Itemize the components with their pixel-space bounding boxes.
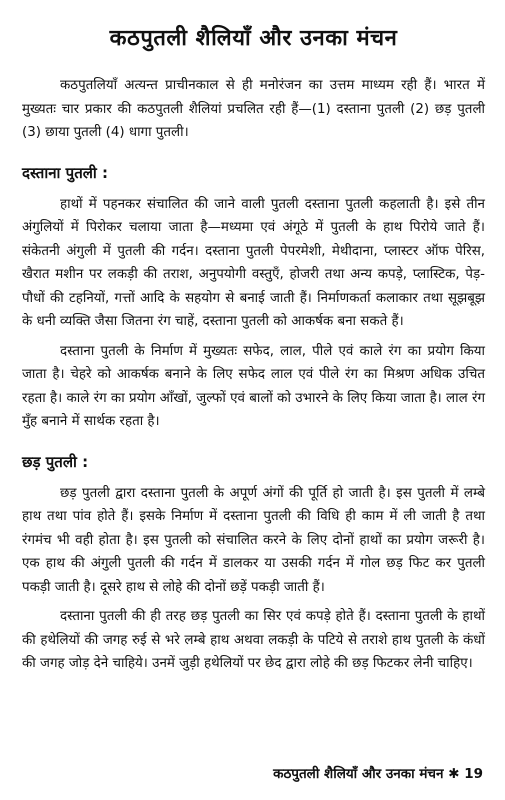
section-heading-glove-puppet: दस्ताना पुतली :	[22, 163, 109, 182]
rod-puppet-paragraph-2: दस्ताना पुतली की ही तरह छड़ पुतली का सिर एवं कपड़े होते हैं। दस्ताना पुतली के हाथों की हथेलियों की जगह रुई से भरे लम्बे हाथ अथवा लकड़ी के पटिये से तराशे हाथ पुतली के कंधों की जगह जोड़ देने चाहिये। उनमें जुड़ी हथेलियों पर छेद द्वारा लोहे की छड़ फिटकर लेनी चाहिए।	[22, 609, 485, 671]
page-title: कठपुतली शैलियाँ और उनका मंचन	[109, 26, 398, 51]
section-heading-rod-puppet: छड़ पुतली :	[22, 452, 89, 471]
glove-puppet-paragraph-1: हाथों में पहनकर संचालित की जाने वाली पुतली दस्ताना पुतली कहलाती है। इसे तीन अंगुलियों में पिरोकर चलाया जाता है—मध्यमा एवं अंगूठे में पुतली के हाथ पिरोये जाते हैं। संकेतनी अंगुली में पुतली की गर्दन। दस्ताना पुतली पेपरमेशी, मेथीदाना, प्लास्टर ऑफ पेरिस, खैरात मशीन पर लकड़ी की तराश, अनुपयोगी वस्तुएँ, होजरी तथा अन्य कपड़े, प्लास्टिक, पेड़-पौधों की टहनियों, गत्तों आदि के सहयोग से बनाई जाती हैं। निर्माणकर्ता कलाकार तथा सूझबूझ के धनी व्यक्ति जैसा जितना रंग चाहें, दस्ताना पुतली को आकर्षक बना सकते हैं।	[22, 196, 485, 329]
intro-paragraph: कठपुतलियाँ अत्यन्त प्राचीनकाल से ही मनोरंजन का उत्तम माध्यम रही हैं। भारत में मुख्यतः चार प्रकार की कठपुतली शैलियां प्रचलित रही हैं—(1) दस्ताना पुतली (2) छड़ पुतली (3) छाया पुतली (4) धागा पुतली।	[22, 78, 485, 140]
rod-puppet-paragraph-1: छड़ पुतली द्वारा दस्ताना पुतली के अपूर्ण अंगों की पूर्ति हो जाती है। इस पुतली में लम्बे हाथ तथा पांव होते हैं। इसके निर्माण में दस्ताना पुतली की विधि ही काम में ली जाती है तथा रंगमंच भी वही होता है। इस पुतली को संचालित करने के लिए दोनों हाथों का प्रयोग जरूरी है। एक हाथ की अंगुली पुतली की गर्दन में डालकर या उसकी गर्दन में गोल छड़ फिट कर पुतली पकड़ी जाती है। दूसरे हाथ से लोहे की दोनों छड़ें पकड़ी जाती हैं।	[22, 485, 485, 595]
glove-puppet-paragraph-2: दस्ताना पुतली के निर्माण में मुख्यतः सफेद, लाल, पीले एवं काले रंग का प्रयोग किया जाता है। चेहरे को आकर्षक बनाने के लिए सफेद लाल एवं पीले रंग का मिश्रण अधिक उचित रहता है। काले रंग का प्रयोग आँखों, जुल्फों एवं बालों को उभारने के लिए किया जाता है। लाल रंग मुँह बनाने में सार्थक रहता है।	[22, 343, 485, 429]
page-footer: कठपुतली शैलियाँ और उनका मंचन ✱ 19	[273, 766, 483, 782]
